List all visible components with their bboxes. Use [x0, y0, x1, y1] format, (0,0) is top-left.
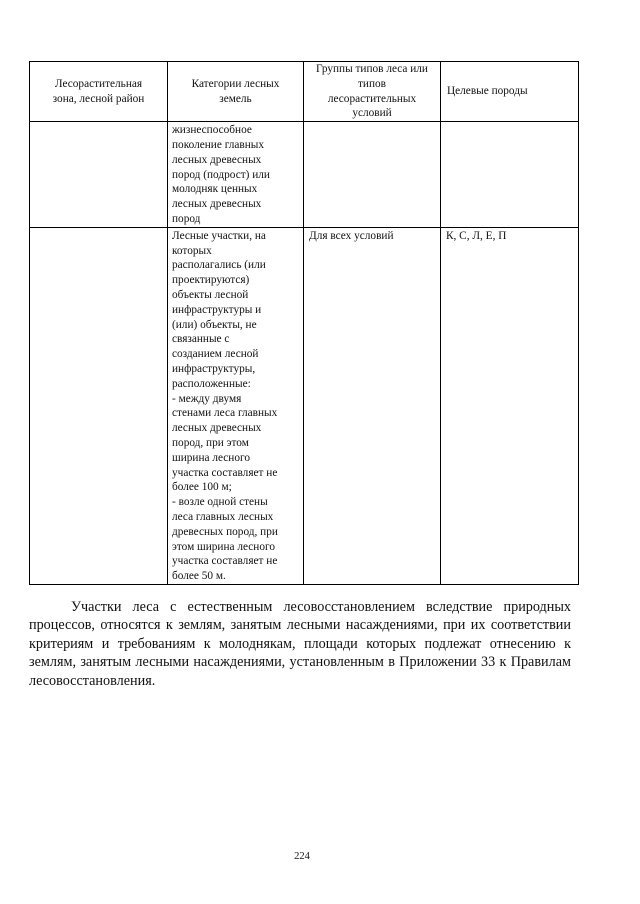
- forest-regeneration-table: [29, 61, 579, 585]
- header-zone: Лесорастительная зона, лесной район: [30, 62, 168, 122]
- cell-forest-types: Для всех условий: [304, 227, 441, 584]
- header-target-species: Целевые породы: [441, 62, 579, 122]
- header-category: Категории лесных земель: [168, 62, 304, 122]
- table-header-row: [30, 62, 579, 122]
- cell-zone: [30, 122, 168, 228]
- page-number: 224: [294, 851, 310, 862]
- cell-target-species: К, С, Л, Е, П: [441, 227, 579, 584]
- body-paragraph: Участки леса с естественным лесовосстановлением вследствие природных процессов, относятся к землям, занятым лесными насаждениями, при их соответствии критериям и требованиям к молоднякам, площади которых подлежат отнесению к землям, занятым лесными насаждениями, установленным в Приложении 33 к Правилам лесовосстановления.: [29, 599, 571, 689]
- cell-category: Лесные участки, на которых располагались (или проектируются) объекты лесной инфраструктуры и (или) объекты, не связанные с созданием лесной инфраструктуры, расположенные: - между двумя стенами леса главных лесных древесных пород, при этом ширина лесного участка составляет не более 100 м; - возле одной стены леса главных лесных древесных пород, при этом ширина лесного участка составляет не более 50 м.: [168, 227, 304, 584]
- cell-category: жизнеспособное поколение главных лесных древесных пород (подрост) или молодняк ценных лесных древесных пород: [168, 122, 304, 228]
- table-row: [30, 122, 579, 228]
- table-row: [30, 227, 579, 584]
- cell-target-species: [441, 122, 579, 228]
- cell-zone: [30, 227, 168, 584]
- header-forest-types: Группы типов леса или типов лесорастительных условий: [304, 62, 441, 122]
- cell-forest-types: [304, 122, 441, 228]
